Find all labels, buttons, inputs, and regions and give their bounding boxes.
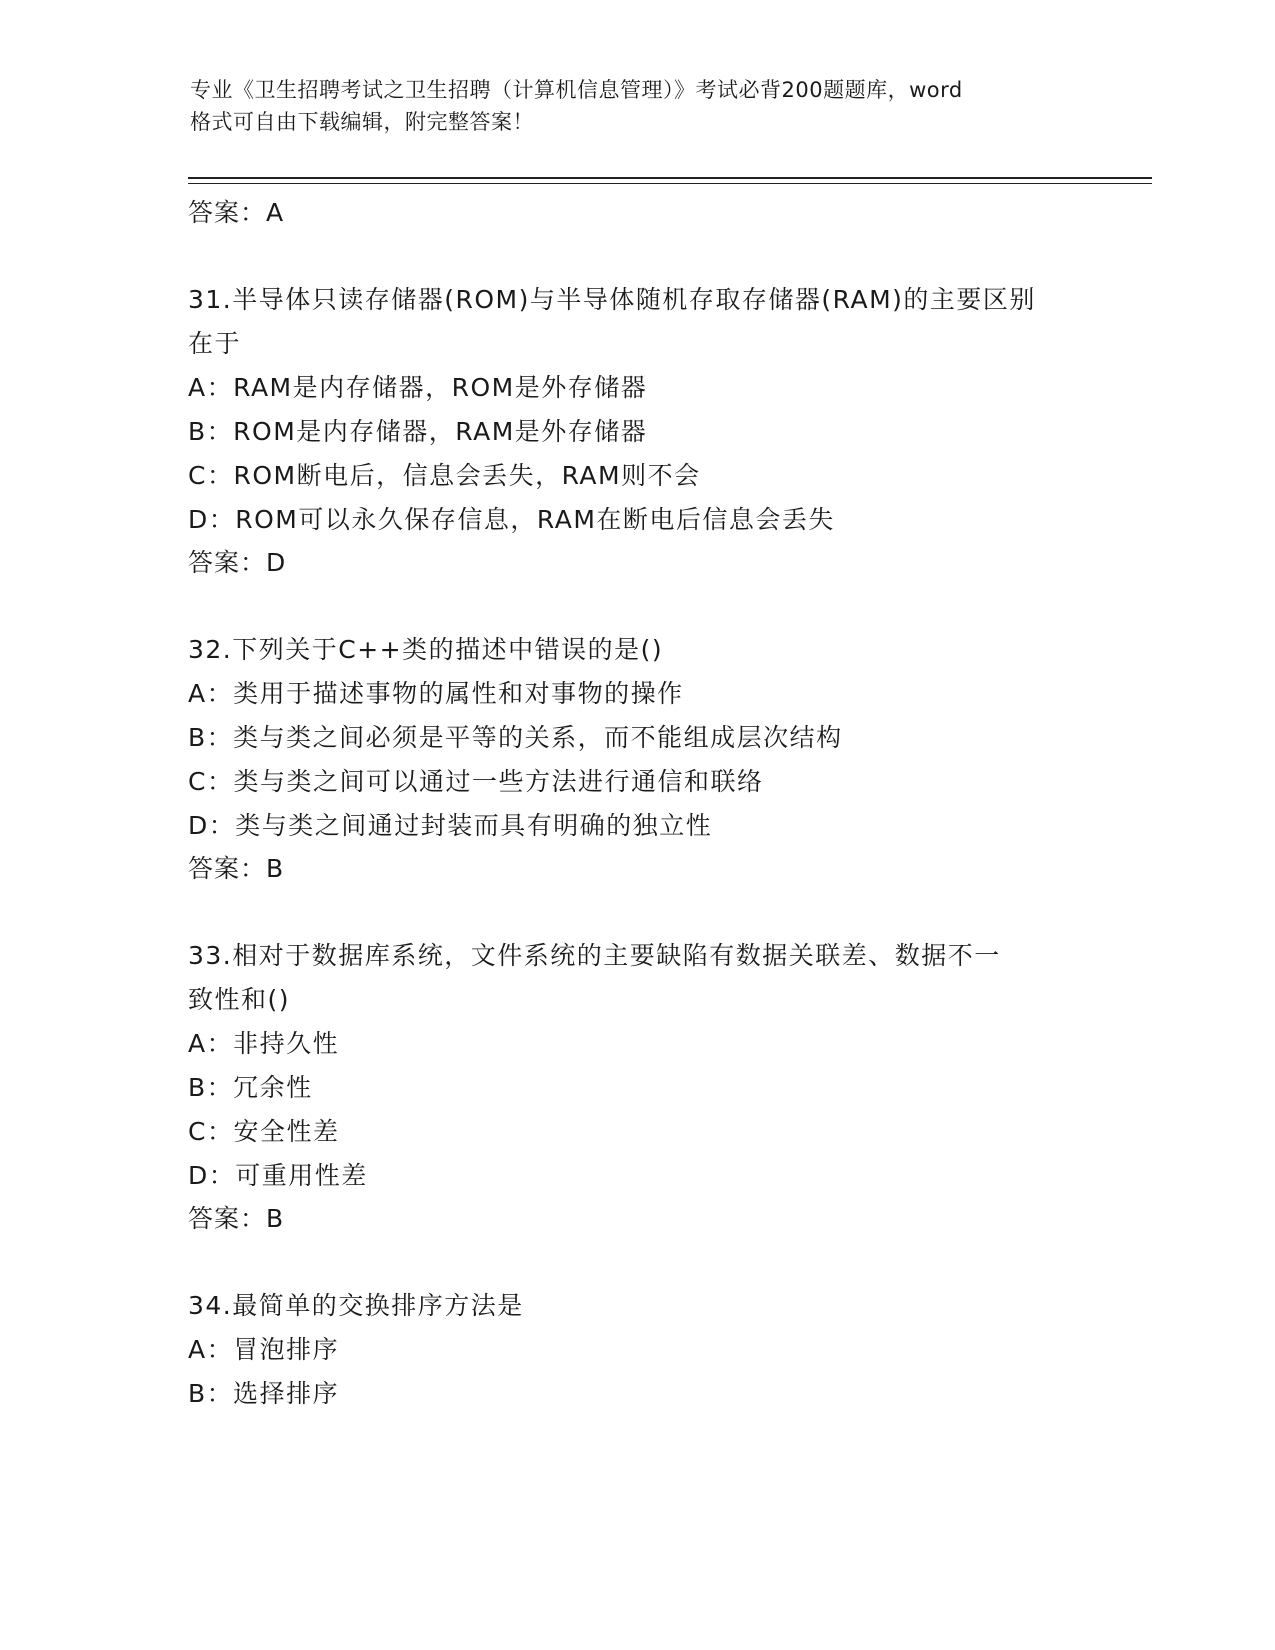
question-33-option-b: B：冗余性 bbox=[188, 1073, 313, 1102]
header-line-2: 格式可自由下载编辑，附完整答案！ bbox=[190, 110, 534, 134]
question-32-option-d: D：类与类之间通过封装而具有明确的独立性 bbox=[188, 811, 713, 840]
question-32-answer: 答案：B bbox=[188, 854, 285, 883]
question-31-answer: 答案：D bbox=[188, 548, 287, 577]
question-31-option-d: D：ROM可以永久保存信息，RAM在断电后信息会丢失 bbox=[188, 505, 835, 534]
question-32-stem: 32.下列关于C++类的描述中错误的是() bbox=[188, 635, 664, 664]
question-32-option-a: A：类用于描述事物的属性和对事物的操作 bbox=[188, 679, 684, 708]
question-31-stem-cont: 在于 bbox=[188, 329, 242, 358]
question-34-stem: 34.最简单的交换排序方法是 bbox=[188, 1291, 524, 1320]
question-31-stem: 31.半导体只读存储器(ROM)与半导体随机存取存储器(RAM)的主要区别 bbox=[188, 285, 1036, 314]
header-divider-thin bbox=[188, 183, 1152, 184]
header-line-1: 专业《卫生招聘考试之卫生招聘（计算机信息管理）》考试必背200题题库，word bbox=[190, 78, 963, 102]
question-33-stem-cont: 致性和() bbox=[188, 985, 291, 1014]
question-31-option-a: A：RAM是内存储器，ROM是外存储器 bbox=[188, 373, 648, 402]
previous-answer: 答案：A bbox=[188, 198, 285, 227]
question-31-option-c: C：ROM断电后，信息会丢失，RAM则不会 bbox=[188, 461, 701, 490]
question-32-option-c: C：类与类之间可以通过一些方法进行通信和联络 bbox=[188, 767, 764, 796]
header-divider-thick bbox=[188, 177, 1152, 179]
document-header bbox=[190, 74, 1110, 138]
question-33-option-d: D：可重用性差 bbox=[188, 1161, 368, 1190]
question-34-option-b: B：选择排序 bbox=[188, 1379, 340, 1408]
question-33-option-a: A：非持久性 bbox=[188, 1029, 340, 1058]
question-33-stem: 33.相对于数据库系统，文件系统的主要缺陷有数据关联差、数据不一 bbox=[188, 941, 1001, 970]
question-31-option-b: B：ROM是内存储器，RAM是外存储器 bbox=[188, 417, 648, 446]
question-34-option-a: A：冒泡排序 bbox=[188, 1335, 340, 1364]
question-32-option-b: B：类与类之间必须是平等的关系，而不能组成层次结构 bbox=[188, 723, 843, 752]
question-33-answer: 答案：B bbox=[188, 1204, 285, 1233]
question-33-option-c: C：安全性差 bbox=[188, 1117, 340, 1146]
